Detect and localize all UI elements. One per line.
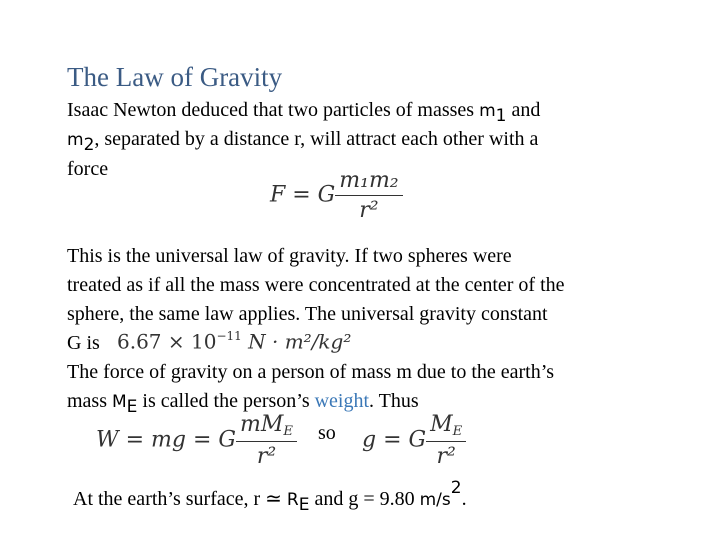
law-line-3: sphere, the same law applies. The universal gravity constant bbox=[67, 303, 548, 325]
earth-radius-symbol: R bbox=[286, 489, 299, 510]
fraction-numerator: m₁m₂ bbox=[335, 168, 402, 196]
equation-g bbox=[362, 412, 466, 469]
weight-text-c: . Thus bbox=[369, 390, 419, 412]
mass-subscript-2: 2 bbox=[83, 135, 95, 156]
earth-mass-symbol: M bbox=[112, 392, 127, 412]
earth-radius-subscript: E bbox=[298, 494, 310, 515]
intro-text-b: and bbox=[506, 99, 541, 121]
earth-mass-subscript: E bbox=[126, 397, 138, 418]
g-eq-fraction bbox=[426, 412, 466, 469]
law-line-2: treated as if all the mass were concentrated at the center of the bbox=[67, 274, 565, 296]
constant-units: N · m²/kg² bbox=[241, 329, 352, 354]
weight-eq-lhs: W = mg = G bbox=[96, 427, 236, 453]
intro-line-3: force bbox=[67, 158, 109, 180]
gravity-constant-value bbox=[117, 329, 351, 353]
weight-text-b: is called the person’s bbox=[137, 390, 315, 412]
mass-symbol: m bbox=[479, 101, 496, 121]
weight-text-a: mass bbox=[67, 390, 112, 412]
so-connector: so bbox=[318, 422, 336, 444]
surface-text-c: . bbox=[461, 487, 467, 510]
equation-newton-gravity bbox=[270, 168, 403, 223]
equation-fraction bbox=[335, 168, 402, 223]
accel-unit-exponent: 2 bbox=[450, 478, 462, 498]
g-eq-denominator: r² bbox=[436, 443, 456, 469]
weight-term: weight bbox=[314, 390, 370, 412]
constant-mantissa: 6.67 × 10 bbox=[117, 329, 217, 354]
law-line-4: G is bbox=[67, 332, 100, 354]
g-eq-num-text: M bbox=[430, 412, 453, 437]
accel-unit: m/s bbox=[419, 489, 451, 510]
intro-text-c: , separated by a distance r, will attract each other with a bbox=[94, 128, 539, 150]
weight-eq-numerator bbox=[236, 412, 297, 442]
approx-symbol: ≃ bbox=[265, 487, 282, 510]
g-eq-lhs: g = G bbox=[362, 427, 427, 453]
weight-eq-num-sub: E bbox=[283, 423, 294, 439]
intro-text-a: Isaac Newton deduced that two particles of masses bbox=[67, 99, 480, 121]
g-eq-numerator bbox=[426, 412, 466, 442]
equation-weight bbox=[96, 412, 297, 469]
law-line-1: This is the universal law of gravity. If two spheres were bbox=[67, 245, 512, 267]
g-eq-num-sub: E bbox=[452, 423, 463, 439]
weight-eq-num-text: mM bbox=[239, 412, 284, 437]
mass-subscript: 1 bbox=[495, 106, 507, 127]
mass-symbol-2: m bbox=[67, 130, 84, 150]
equation-lhs: F = G bbox=[270, 182, 336, 208]
weight-eq-fraction bbox=[236, 412, 297, 469]
surface-text-b: and g = 9.80 bbox=[309, 487, 420, 510]
weight-line-1: The force of gravity on a person of mass m due to the earth’s bbox=[67, 361, 555, 383]
fraction-denominator: r² bbox=[359, 198, 379, 223]
surface-line bbox=[73, 474, 467, 520]
slide-title: The Law of Gravity bbox=[67, 62, 283, 92]
surface-text-a: At the earth’s surface, r bbox=[73, 487, 266, 510]
weight-eq-denominator: r² bbox=[256, 443, 277, 469]
constant-exponent: −11 bbox=[216, 329, 242, 343]
intro-line-2 bbox=[67, 125, 538, 160]
